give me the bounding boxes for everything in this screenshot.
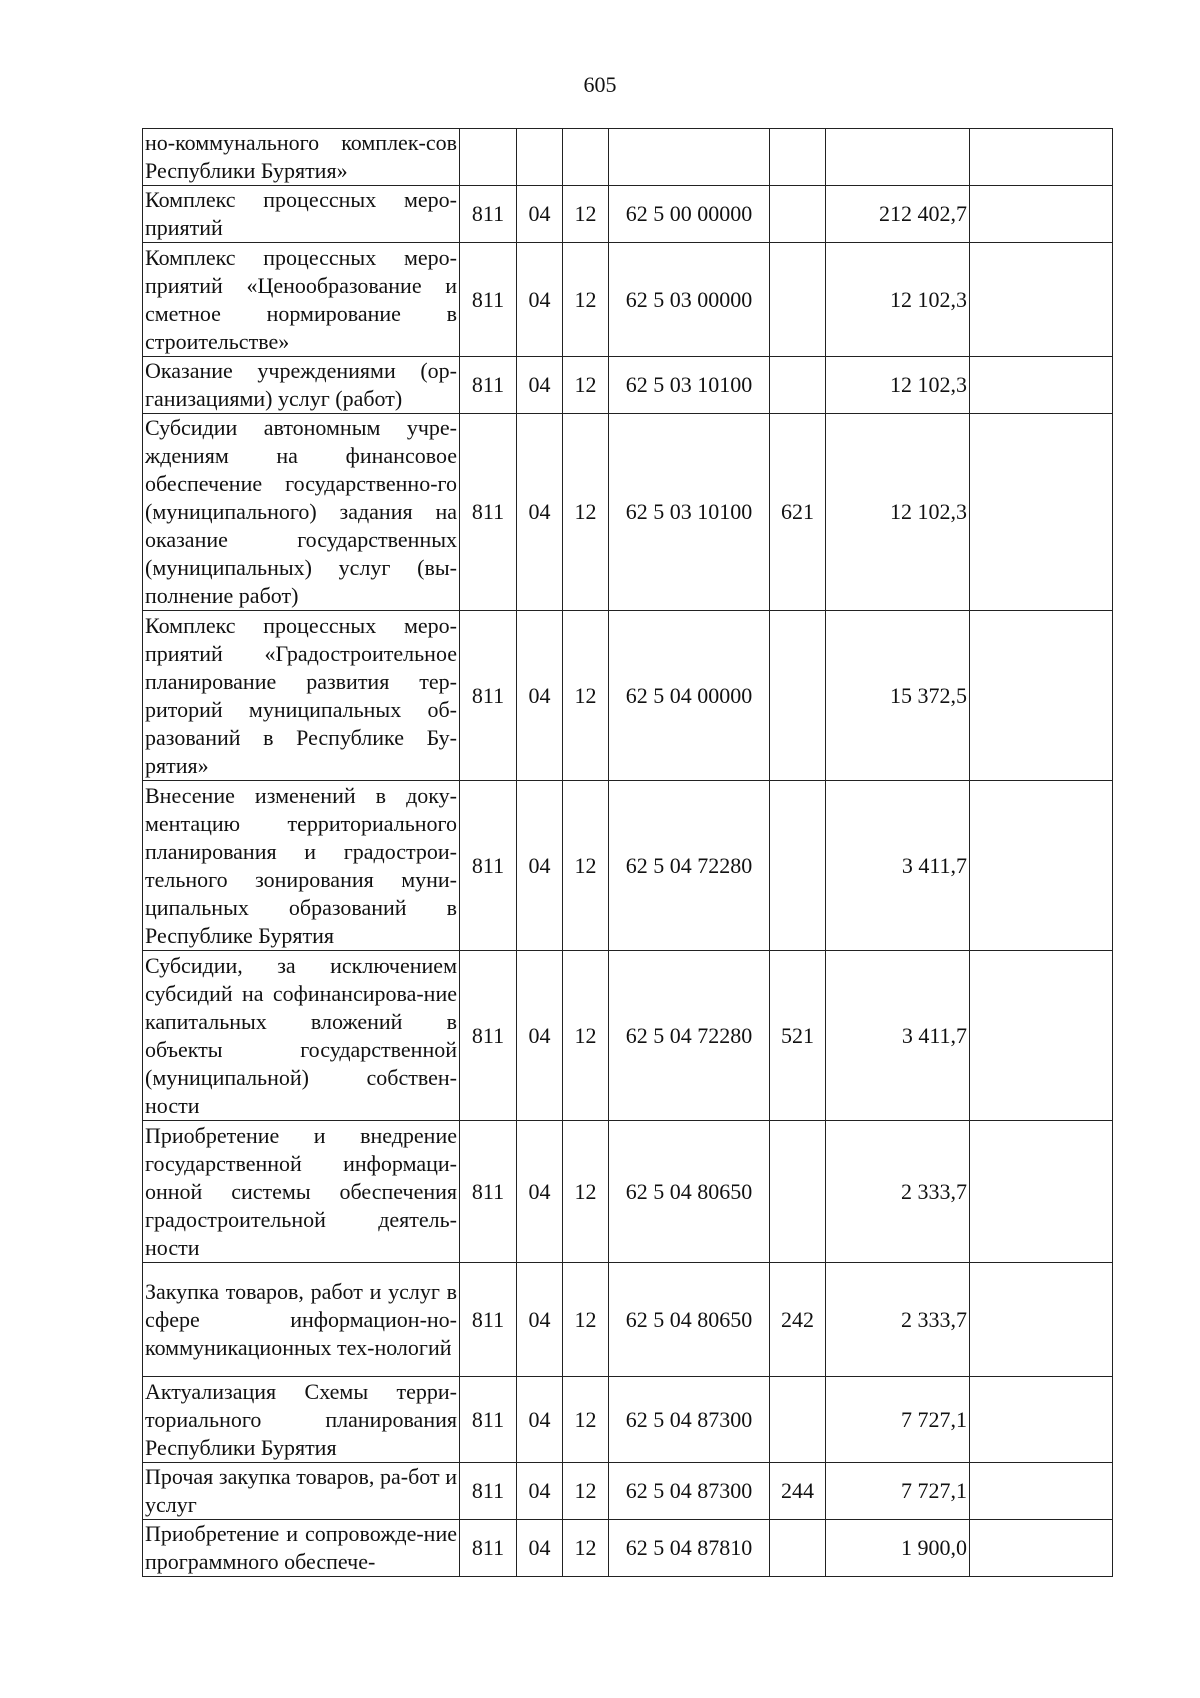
empty-cell [970,186,1113,243]
grbs-code-cell: 811 [460,1463,517,1520]
section-code-cell: 04 [517,414,563,611]
section-code-cell: 04 [517,243,563,357]
target-article-code-cell: 62 5 04 72280 [609,781,770,951]
subsection-code-cell: 12 [563,243,609,357]
amount-cell: 2 333,7 [826,1263,970,1377]
expense-type-code-cell [770,186,826,243]
expense-type-code-cell: 242 [770,1263,826,1377]
expenditure-name-cell: Закупка товаров, работ и услуг в сфере информацион-но-коммуникационных тех-нологий [143,1263,460,1377]
expenditure-name-cell: Комплекс процессных меро-приятий «Градостроительное планирование развития тер-риторий муниципальных об-разований в Республике Бу-рятия» [143,611,460,781]
empty-cell [970,951,1113,1121]
expenditure-name-cell: Приобретение и сопровожде-ние программного обеспече- [143,1520,460,1577]
expenditure-name-cell: но-коммунального комплек-сов Республики Бурятия» [143,129,460,186]
table-row [143,1263,1113,1377]
amount-cell: 7 727,1 [826,1463,970,1520]
empty-cell [970,1263,1113,1377]
table-row [143,357,1113,414]
subsection-code-cell: 12 [563,1263,609,1377]
table-row [143,243,1113,357]
table-row [143,951,1113,1121]
table-row [143,1377,1113,1463]
subsection-code-cell: 12 [563,1463,609,1520]
subsection-code-cell: 12 [563,611,609,781]
amount-cell: 12 102,3 [826,414,970,611]
target-article-code-cell: 62 5 03 10100 [609,357,770,414]
target-article-code-cell [609,129,770,186]
section-code-cell: 04 [517,1263,563,1377]
target-article-code-cell: 62 5 04 80650 [609,1263,770,1377]
expense-type-code-cell: 621 [770,414,826,611]
empty-cell [970,414,1113,611]
section-code-cell: 04 [517,1121,563,1263]
expenditure-name-cell: Комплекс процессных меро-приятий [143,186,460,243]
empty-cell [970,357,1113,414]
grbs-code-cell: 811 [460,781,517,951]
subsection-code-cell: 12 [563,186,609,243]
table-row [143,129,1113,186]
grbs-code-cell: 811 [460,186,517,243]
expenditure-name-cell: Субсидии, за исключением субсидий на софинансирова-ние капитальных вложений в объекты государственной (муниципальной) собствен-ности [143,951,460,1121]
expense-type-code-cell [770,1121,826,1263]
amount-cell: 7 727,1 [826,1377,970,1463]
section-code-cell: 04 [517,186,563,243]
section-code-cell [517,129,563,186]
section-code-cell: 04 [517,611,563,781]
section-code-cell: 04 [517,357,563,414]
empty-cell [970,781,1113,951]
target-article-code-cell: 62 5 04 87300 [609,1377,770,1463]
amount-cell: 1 900,0 [826,1520,970,1577]
grbs-code-cell: 811 [460,243,517,357]
section-code-cell: 04 [517,1377,563,1463]
expenditure-name-cell: Субсидии автономным учре-ждениям на финансовое обеспечение государственно-го (муниципального) задания на оказание государственных (муниципальных) услуг (вы-полнение работ) [143,414,460,611]
grbs-code-cell: 811 [460,951,517,1121]
expense-type-code-cell [770,1520,826,1577]
expenditure-name-cell: Оказание учреждениями (ор-ганизациями) услуг (работ) [143,357,460,414]
expense-type-code-cell [770,611,826,781]
subsection-code-cell: 12 [563,1121,609,1263]
grbs-code-cell: 811 [460,1121,517,1263]
amount-cell: 3 411,7 [826,951,970,1121]
page-number: 605 [583,72,617,97]
grbs-code-cell: 811 [460,1263,517,1377]
grbs-code-cell [460,129,517,186]
expense-type-code-cell [770,781,826,951]
section-code-cell: 04 [517,951,563,1121]
table-row [143,186,1113,243]
target-article-code-cell: 62 5 04 00000 [609,611,770,781]
expense-type-code-cell: 521 [770,951,826,1121]
amount-cell: 15 372,5 [826,611,970,781]
empty-cell [970,1121,1113,1263]
table-row [143,414,1113,611]
empty-cell [970,129,1113,186]
subsection-code-cell [563,129,609,186]
target-article-code-cell: 62 5 04 72280 [609,951,770,1121]
expense-type-code-cell: 244 [770,1463,826,1520]
subsection-code-cell: 12 [563,357,609,414]
grbs-code-cell: 811 [460,414,517,611]
expense-type-code-cell [770,243,826,357]
empty-cell [970,1377,1113,1463]
expense-type-code-cell [770,357,826,414]
subsection-code-cell: 12 [563,951,609,1121]
empty-cell [970,1463,1113,1520]
target-article-code-cell: 62 5 04 87300 [609,1463,770,1520]
amount-cell: 12 102,3 [826,357,970,414]
empty-cell [970,1520,1113,1577]
amount-cell [826,129,970,186]
budget-table [142,128,1113,1577]
target-article-code-cell: 62 5 00 00000 [609,186,770,243]
target-article-code-cell: 62 5 03 10100 [609,414,770,611]
subsection-code-cell: 12 [563,781,609,951]
amount-cell: 3 411,7 [826,781,970,951]
expense-type-code-cell [770,1377,826,1463]
grbs-code-cell: 811 [460,1377,517,1463]
expenditure-name-cell: Актуализация Схемы терри-ториального планирования Республики Бурятия [143,1377,460,1463]
target-article-code-cell: 62 5 03 00000 [609,243,770,357]
amount-cell: 212 402,7 [826,186,970,243]
section-code-cell: 04 [517,1520,563,1577]
expenditure-name-cell: Комплекс процессных меро-приятий «Ценообразование и сметное нормирование в строительстве» [143,243,460,357]
grbs-code-cell: 811 [460,357,517,414]
expenditure-name-cell: Прочая закупка товаров, ра-бот и услуг [143,1463,460,1520]
subsection-code-cell: 12 [563,1520,609,1577]
section-code-cell: 04 [517,781,563,951]
target-article-code-cell: 62 5 04 80650 [609,1121,770,1263]
section-code-cell: 04 [517,1463,563,1520]
table-row [143,1463,1113,1520]
table-row [143,1520,1113,1577]
grbs-code-cell: 811 [460,1520,517,1577]
table-row [143,611,1113,781]
subsection-code-cell: 12 [563,414,609,611]
expenditure-name-cell: Внесение изменений в доку-ментацию территориального планирования и градострои-тельного зонирования муни-ципальных образований в Республике Бурятия [143,781,460,951]
target-article-code-cell: 62 5 04 87810 [609,1520,770,1577]
table-row [143,781,1113,951]
empty-cell [970,611,1113,781]
grbs-code-cell: 811 [460,611,517,781]
expenditure-name-cell: Приобретение и внедрение государственной информаци-онной системы обеспечения градостроительной деятель-ности [143,1121,460,1263]
amount-cell: 2 333,7 [826,1121,970,1263]
empty-cell [970,243,1113,357]
subsection-code-cell: 12 [563,1377,609,1463]
table-row [143,1121,1113,1263]
expense-type-code-cell [770,129,826,186]
amount-cell: 12 102,3 [826,243,970,357]
